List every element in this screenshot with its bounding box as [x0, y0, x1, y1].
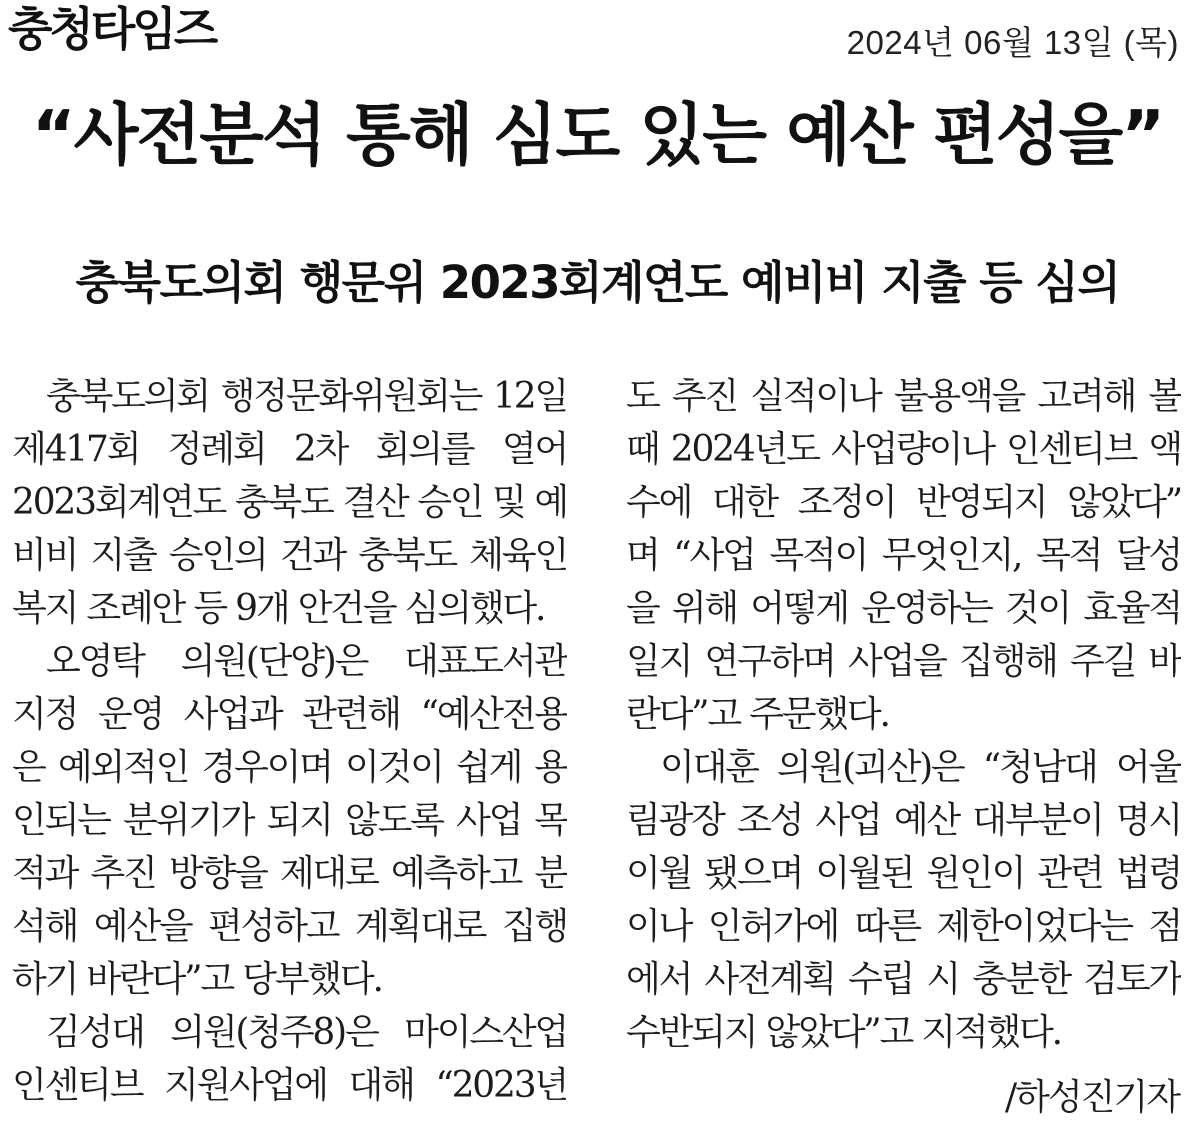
article-subheadline: 충북도의회 행문위 2023회계연도 예비비 지출 등 심의	[75, 256, 1120, 309]
article-line: 김성대 의원(청주8)은 마이스산업	[46, 1012, 567, 1053]
article-line: 지정 운영 사업과 관련해 “예산전용	[12, 694, 567, 735]
reporter-byline: /하성진기자	[1004, 1077, 1179, 1118]
newspaper-masthead: 충청타임즈	[8, 2, 216, 56]
article-line: 며 “사업 목적이 무엇인지, 목적 달성	[626, 535, 1181, 576]
article-line: 이나 인허가에 따른 제한이었다는 점	[626, 906, 1181, 947]
article-line: 제417회 정례회 2차 회의를 열어	[12, 429, 567, 470]
article-line: 림광장 조성 사업 예산 대부분이 명시	[626, 800, 1181, 841]
article-line: 이대훈 의원(괴산)은 “청남대 어울	[660, 747, 1181, 788]
article-line: 인되는 분위기가 되지 않도록 사업 목	[12, 800, 567, 841]
article-line: 오영탁 의원(단양)은 대표도서관	[46, 641, 567, 682]
article-line: 에서 사전계획 수립 시 충분한 검토가	[626, 959, 1181, 1000]
article-line: 복지 조례안 등 9개 안건을 심의했다.	[12, 588, 545, 629]
article-line: 2023회계연도 충북도 결산 승인 및 예	[12, 482, 567, 523]
article-column-right	[626, 370, 1181, 1059]
publication-date: 2024년 06월 13일 (목)	[846, 24, 1179, 61]
article-line: 은 예외적인 경우이며 이것이 쉽게 용	[12, 747, 567, 788]
article-line: 때 2024년도 사업량이나 인센티브 액	[626, 429, 1181, 470]
article-line: 을 위해 어떻게 운영하는 것이 효율적	[626, 588, 1181, 629]
article-line: 하기 바란다”고 당부했다.	[12, 959, 382, 1000]
article-line: 충북도의회 행정문화위원회는 12일	[46, 376, 567, 417]
article-headline: “사전분석 통해 심도 있는 예산 편성을”	[31, 96, 1164, 174]
article-line: 비비 지출 승인의 건과 충북도 체육인	[12, 535, 567, 576]
article-column-left	[12, 370, 567, 1112]
article-line: 수반되지 않았다”고 지적했다.	[626, 1012, 1061, 1053]
article-line: 일지 연구하며 사업을 집행해 주길 바	[626, 641, 1181, 682]
article-line: 이월 됐으며 이월된 원인이 관련 법령	[626, 853, 1181, 894]
article-line: 수에 대한 조정이 반영되지 않았다”	[626, 482, 1181, 523]
article-line: 적과 추진 방향을 제대로 예측하고 분	[12, 853, 567, 894]
article-line: 석해 예산을 편성하고 계획대로 집행	[12, 906, 567, 947]
article-line: 도 추진 실적이나 불용액을 고려해 볼	[626, 376, 1181, 417]
article-line: 란다”고 주문했다.	[626, 694, 889, 735]
article-line: 인센티브 지원사업에 대해 “2023년	[12, 1065, 567, 1106]
